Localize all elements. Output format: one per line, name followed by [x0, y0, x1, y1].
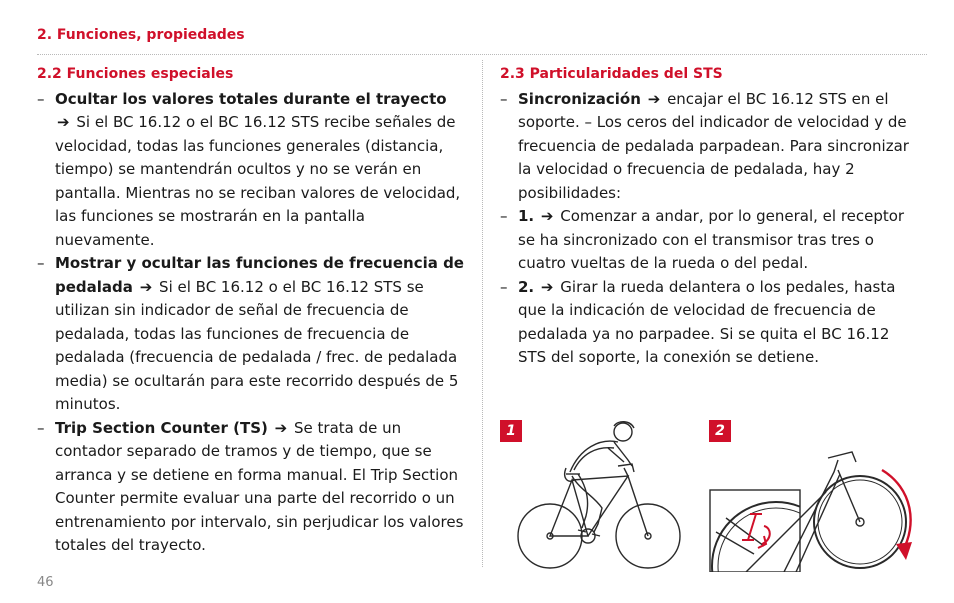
- item-text: Se trata de un contador separado de tramos y de tiempo, que se arranca y se detiene en forma manual. El Trip Section Counter permite evaluar una parte del recorrido o un entrenamiento por intervalo, sin perjudicar los valores totales del trayecto.: [55, 418, 464, 554]
- item-text: encajar el BC 16.12 STS en el soporte. – Los ceros del indicador de velocidad y de frecuencia de pedalada parpadean. Para sincronizar la velocidad o frecuencia de pedalada, hay 2 posibilidades:: [518, 89, 909, 202]
- arrow-icon: ➔: [57, 113, 70, 131]
- item-title: 1.: [518, 207, 535, 225]
- arrow-icon: ➔: [274, 418, 288, 437]
- list-item: [37, 417, 467, 558]
- horizontal-divider: [37, 54, 927, 55]
- dash-bullet: –: [37, 254, 45, 272]
- list-item: [500, 276, 920, 370]
- item-title: Trip Section Counter (TS): [55, 418, 268, 437]
- arrow-icon: ➔: [139, 277, 153, 296]
- column-divider: [482, 60, 483, 567]
- item-title: 2.: [518, 277, 535, 296]
- item-title: Sincronización: [518, 89, 641, 108]
- item-text: Comenzar a andar, por lo general, el receptor se ha sincronizado con el transmisor tras tres o cuatro vueltas de la rueda o del pedal.: [518, 207, 905, 272]
- item-title: Mostrar y ocultar las funciones de frecuencia de pedalada: [55, 254, 464, 296]
- item-text: Girar la rueda delantera o los pedales, hasta que la indicación de velocidad de frecuencia de pedalada ya no parpadee. Si se quita el BC 16.12 STS del soporte, la conexión se detiene.: [518, 277, 896, 366]
- dash-bullet: –: [500, 207, 508, 225]
- item-title: Ocultar los valores totales durante el trayecto: [55, 89, 447, 108]
- arrow-icon: ➔: [540, 207, 554, 225]
- list-item: [500, 205, 920, 276]
- item-text: Si el BC 16.12 o el BC 16.12 STS recibe señales de velocidad, todas las funciones generales (distancia, tiempo) se mantendrán ocultos y no se verán en pantalla. Mientras no se reciban valores de velocidad, las funciones se mostrarán en la pantalla nuevamente.: [55, 113, 461, 249]
- list-item: [37, 88, 467, 253]
- dash-bullet: –: [37, 89, 45, 108]
- left-column: [37, 63, 467, 558]
- cyclist-illustration-icon: [510, 412, 690, 572]
- dash-bullet: –: [500, 277, 508, 296]
- page-number: 46: [37, 575, 54, 590]
- dash-bullet: –: [500, 89, 508, 108]
- left-heading: 2.2 Funciones especiales: [37, 66, 234, 82]
- wheel-rotation-illustration-icon: [706, 448, 920, 572]
- section-header: 2. Funciones, propiedades: [37, 27, 245, 43]
- list-item: [500, 88, 920, 206]
- dash-bullet: –: [37, 418, 45, 437]
- right-heading: 2.3 Particularidades del STS: [500, 66, 723, 82]
- figure-2-badge: 2: [709, 420, 731, 442]
- figure-1-badge: 1: [500, 420, 522, 442]
- item-text: Si el BC 16.12 o el BC 16.12 STS se utilizan sin indicador de señal de frecuencia de pedalada, todas las funciones de frecuencia de pedalada (frecuencia de pedalada / frec. de pedalada media) se ocultarán para este recorrido después de 5 minutos.: [55, 277, 459, 413]
- list-item: [37, 252, 467, 417]
- right-column: [500, 63, 920, 370]
- arrow-icon: ➔: [540, 277, 554, 296]
- arrow-icon: ➔: [647, 89, 661, 108]
